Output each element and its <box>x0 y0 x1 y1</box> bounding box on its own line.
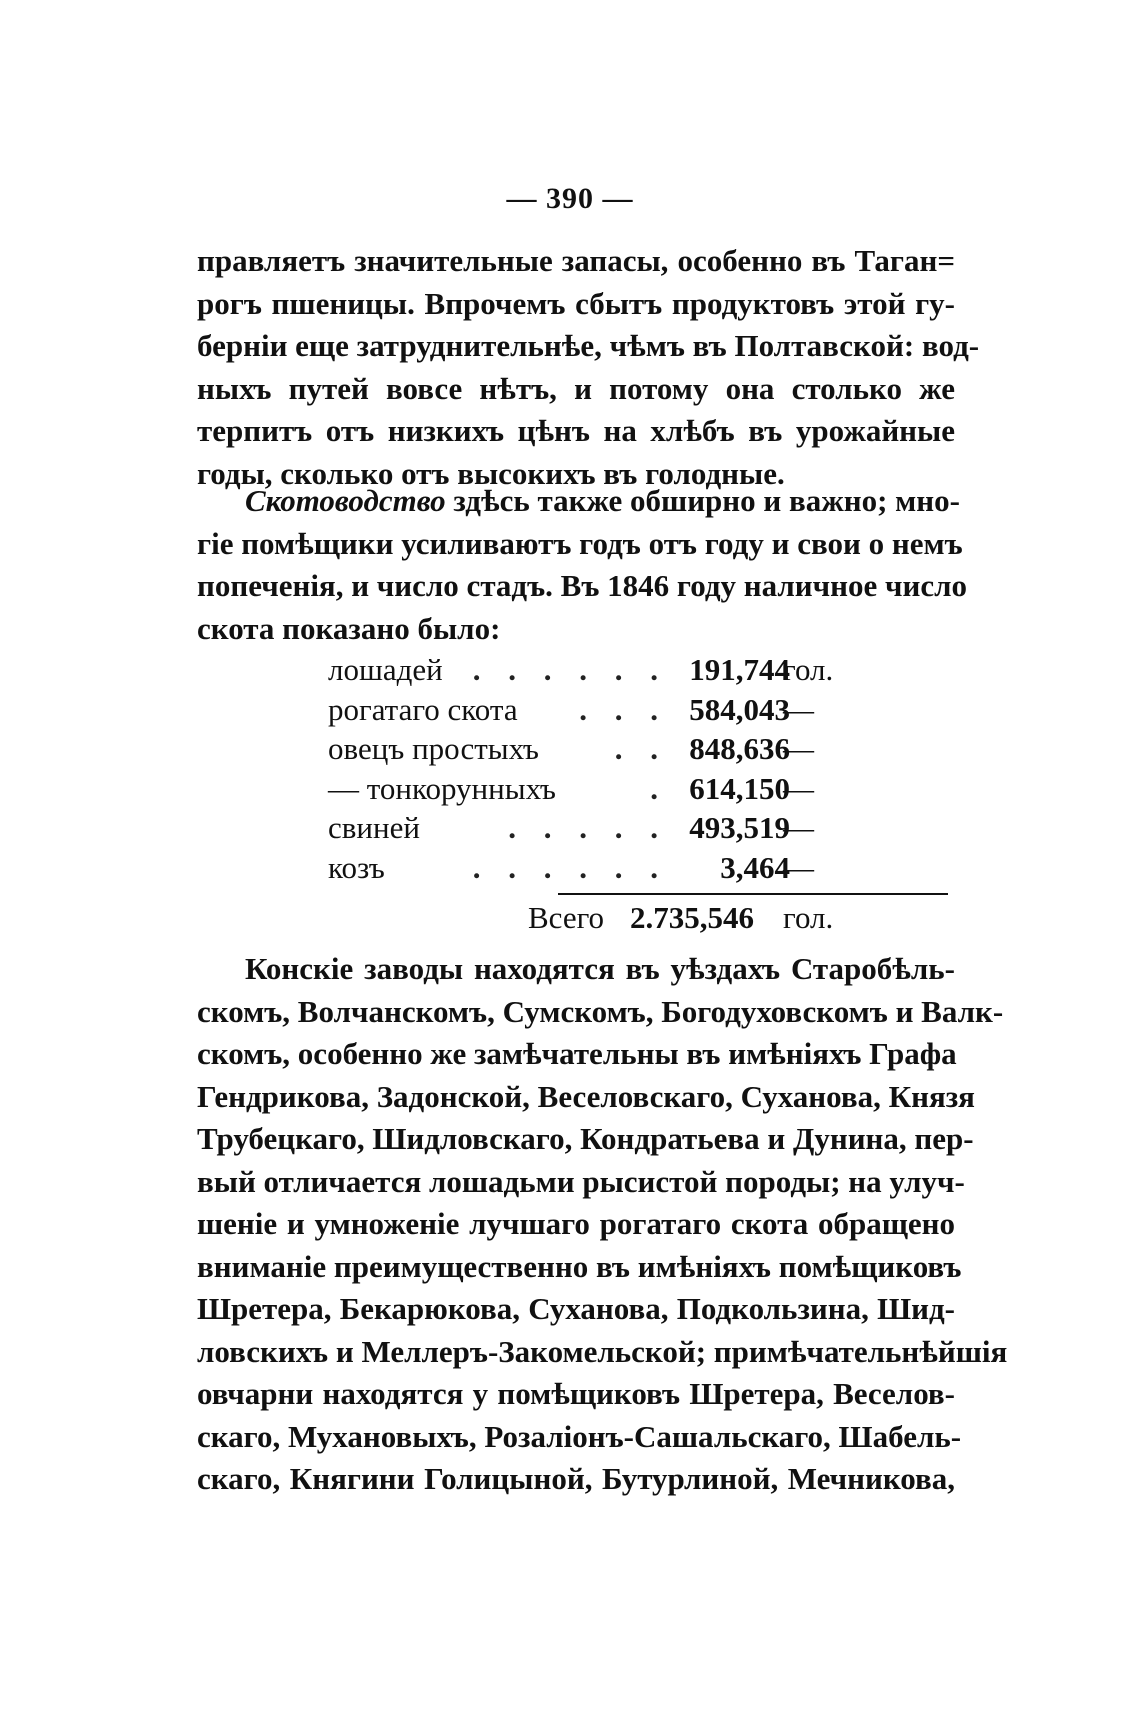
text-line: вый отличается лошадьми рысистой породы; на улуч- <box>197 1163 965 1199</box>
row-unit: — <box>783 849 814 885</box>
leader-dots: . <box>650 770 668 806</box>
table-row <box>328 848 948 888</box>
row-unit: — <box>783 731 814 766</box>
emphasis-term: Скотоводство <box>245 483 446 518</box>
total-row <box>520 900 950 940</box>
text-line: правляетъ значительные запасы, особенно въ Таган= <box>197 243 955 278</box>
text-line: годы, сколько отъ высокихъ въ голодные. <box>197 455 785 491</box>
text-line <box>197 480 960 523</box>
text-line: скаго, Мухановыхъ, Розалiонъ-Сашальскаго, Шабель- <box>197 1418 962 1454</box>
text-line: Гендрикова, Задонской, Веселовскаго, Суханова, Князя <box>197 1078 975 1114</box>
row-label: лошадей <box>328 652 443 687</box>
row-unit: — <box>783 810 814 845</box>
row-label: козъ <box>328 849 385 885</box>
table-row <box>328 769 948 809</box>
text-line: ловскихъ и Меллеръ-Закомельской; примѣчательнѣйшія <box>197 1333 1008 1369</box>
row-value: 848,636 <box>689 731 790 766</box>
total-label: Всего <box>528 900 605 935</box>
sum-rule <box>558 893 948 895</box>
row-value: 493,519 <box>689 810 790 845</box>
leader-dots: . . . <box>579 691 668 727</box>
paragraph-2 <box>197 480 968 650</box>
row-unit: гол. <box>783 652 834 687</box>
text-line: шеніе и умноженіе лучшаго рогатаго скота обращено <box>197 1206 955 1241</box>
text-line: Конскіе заводы находятся въ уѣздахъ Старобѣль- <box>245 951 955 986</box>
row-value: 3,464 <box>720 849 790 885</box>
text-line: Трубецкаго, Шидловскаго, Кондратьева и Дунина, пер- <box>197 1121 974 1156</box>
text-line: скомъ, Волчанскомъ, Сумскомъ, Богодуховскомъ и Валк- <box>197 993 1004 1029</box>
row-label: овецъ простыхъ <box>328 731 539 766</box>
table-row <box>328 690 948 730</box>
table-row <box>328 729 948 769</box>
text-line: скаго, Княгини Голицыной, Бутурлиной, Мечникова, <box>197 1461 955 1496</box>
row-value: 584,043 <box>689 691 790 727</box>
row-unit: — <box>783 691 814 727</box>
text-line: ныхъ путей вовсе нѣтъ, и потому она столько же <box>197 370 955 406</box>
text-line: вниманіе преимущественно въ имѣніяхъ помѣщиковъ <box>197 1248 962 1284</box>
text-line: гіе помѣщики усиливаютъ годъ отъ году и свои о немъ <box>197 525 963 561</box>
text-line: берніи еще затруднительнѣе, чѣмъ въ Полтавской: вод- <box>197 328 980 363</box>
text-line: скомъ, особенно же замѣчательны въ имѣніяхъ Графа <box>197 1036 957 1071</box>
text-line: скота показано было: <box>197 610 501 646</box>
text-line: терпитъ отъ низкихъ цѣнъ на хлѣбъ въ урожайные <box>197 413 955 448</box>
paragraph-3 <box>197 948 1008 1501</box>
leader-dots: . . . . . . <box>472 849 668 885</box>
table-row <box>328 808 948 848</box>
row-value: 614,150 <box>689 770 790 806</box>
leader-dots: . . <box>614 731 668 766</box>
leader-dots: . . . . . . <box>472 652 668 687</box>
text-line: попеченія, и число стадъ. Въ 1846 году наличное число <box>197 568 968 603</box>
row-unit: — <box>783 770 814 806</box>
text-line: Шретера, Бекарюкова, Суханова, Подкользина, Шид- <box>197 1291 955 1326</box>
row-label: рогатаго скота <box>328 691 518 727</box>
row-label: свиней <box>328 810 420 845</box>
table-row <box>328 650 948 690</box>
page-number: — 390 — <box>506 182 634 215</box>
row-label: — тонкорунныхъ <box>328 770 556 806</box>
total-unit: гол. <box>783 900 834 935</box>
livestock-table <box>328 650 948 887</box>
total-value: 2.735,546 <box>630 900 754 935</box>
paragraph-1 <box>197 240 980 495</box>
row-value: 191,744 <box>689 652 790 687</box>
text-fragment: здѣсь также обширно и важно; мно- <box>445 483 960 518</box>
text-line: овчарни находятся у помѣщиковъ Шретера, Веселов- <box>197 1376 955 1411</box>
leader-dots: . . . . . <box>508 810 668 845</box>
text-line: рогъ пшеницы. Впрочемъ сбытъ продуктовъ этой гу- <box>197 285 955 321</box>
